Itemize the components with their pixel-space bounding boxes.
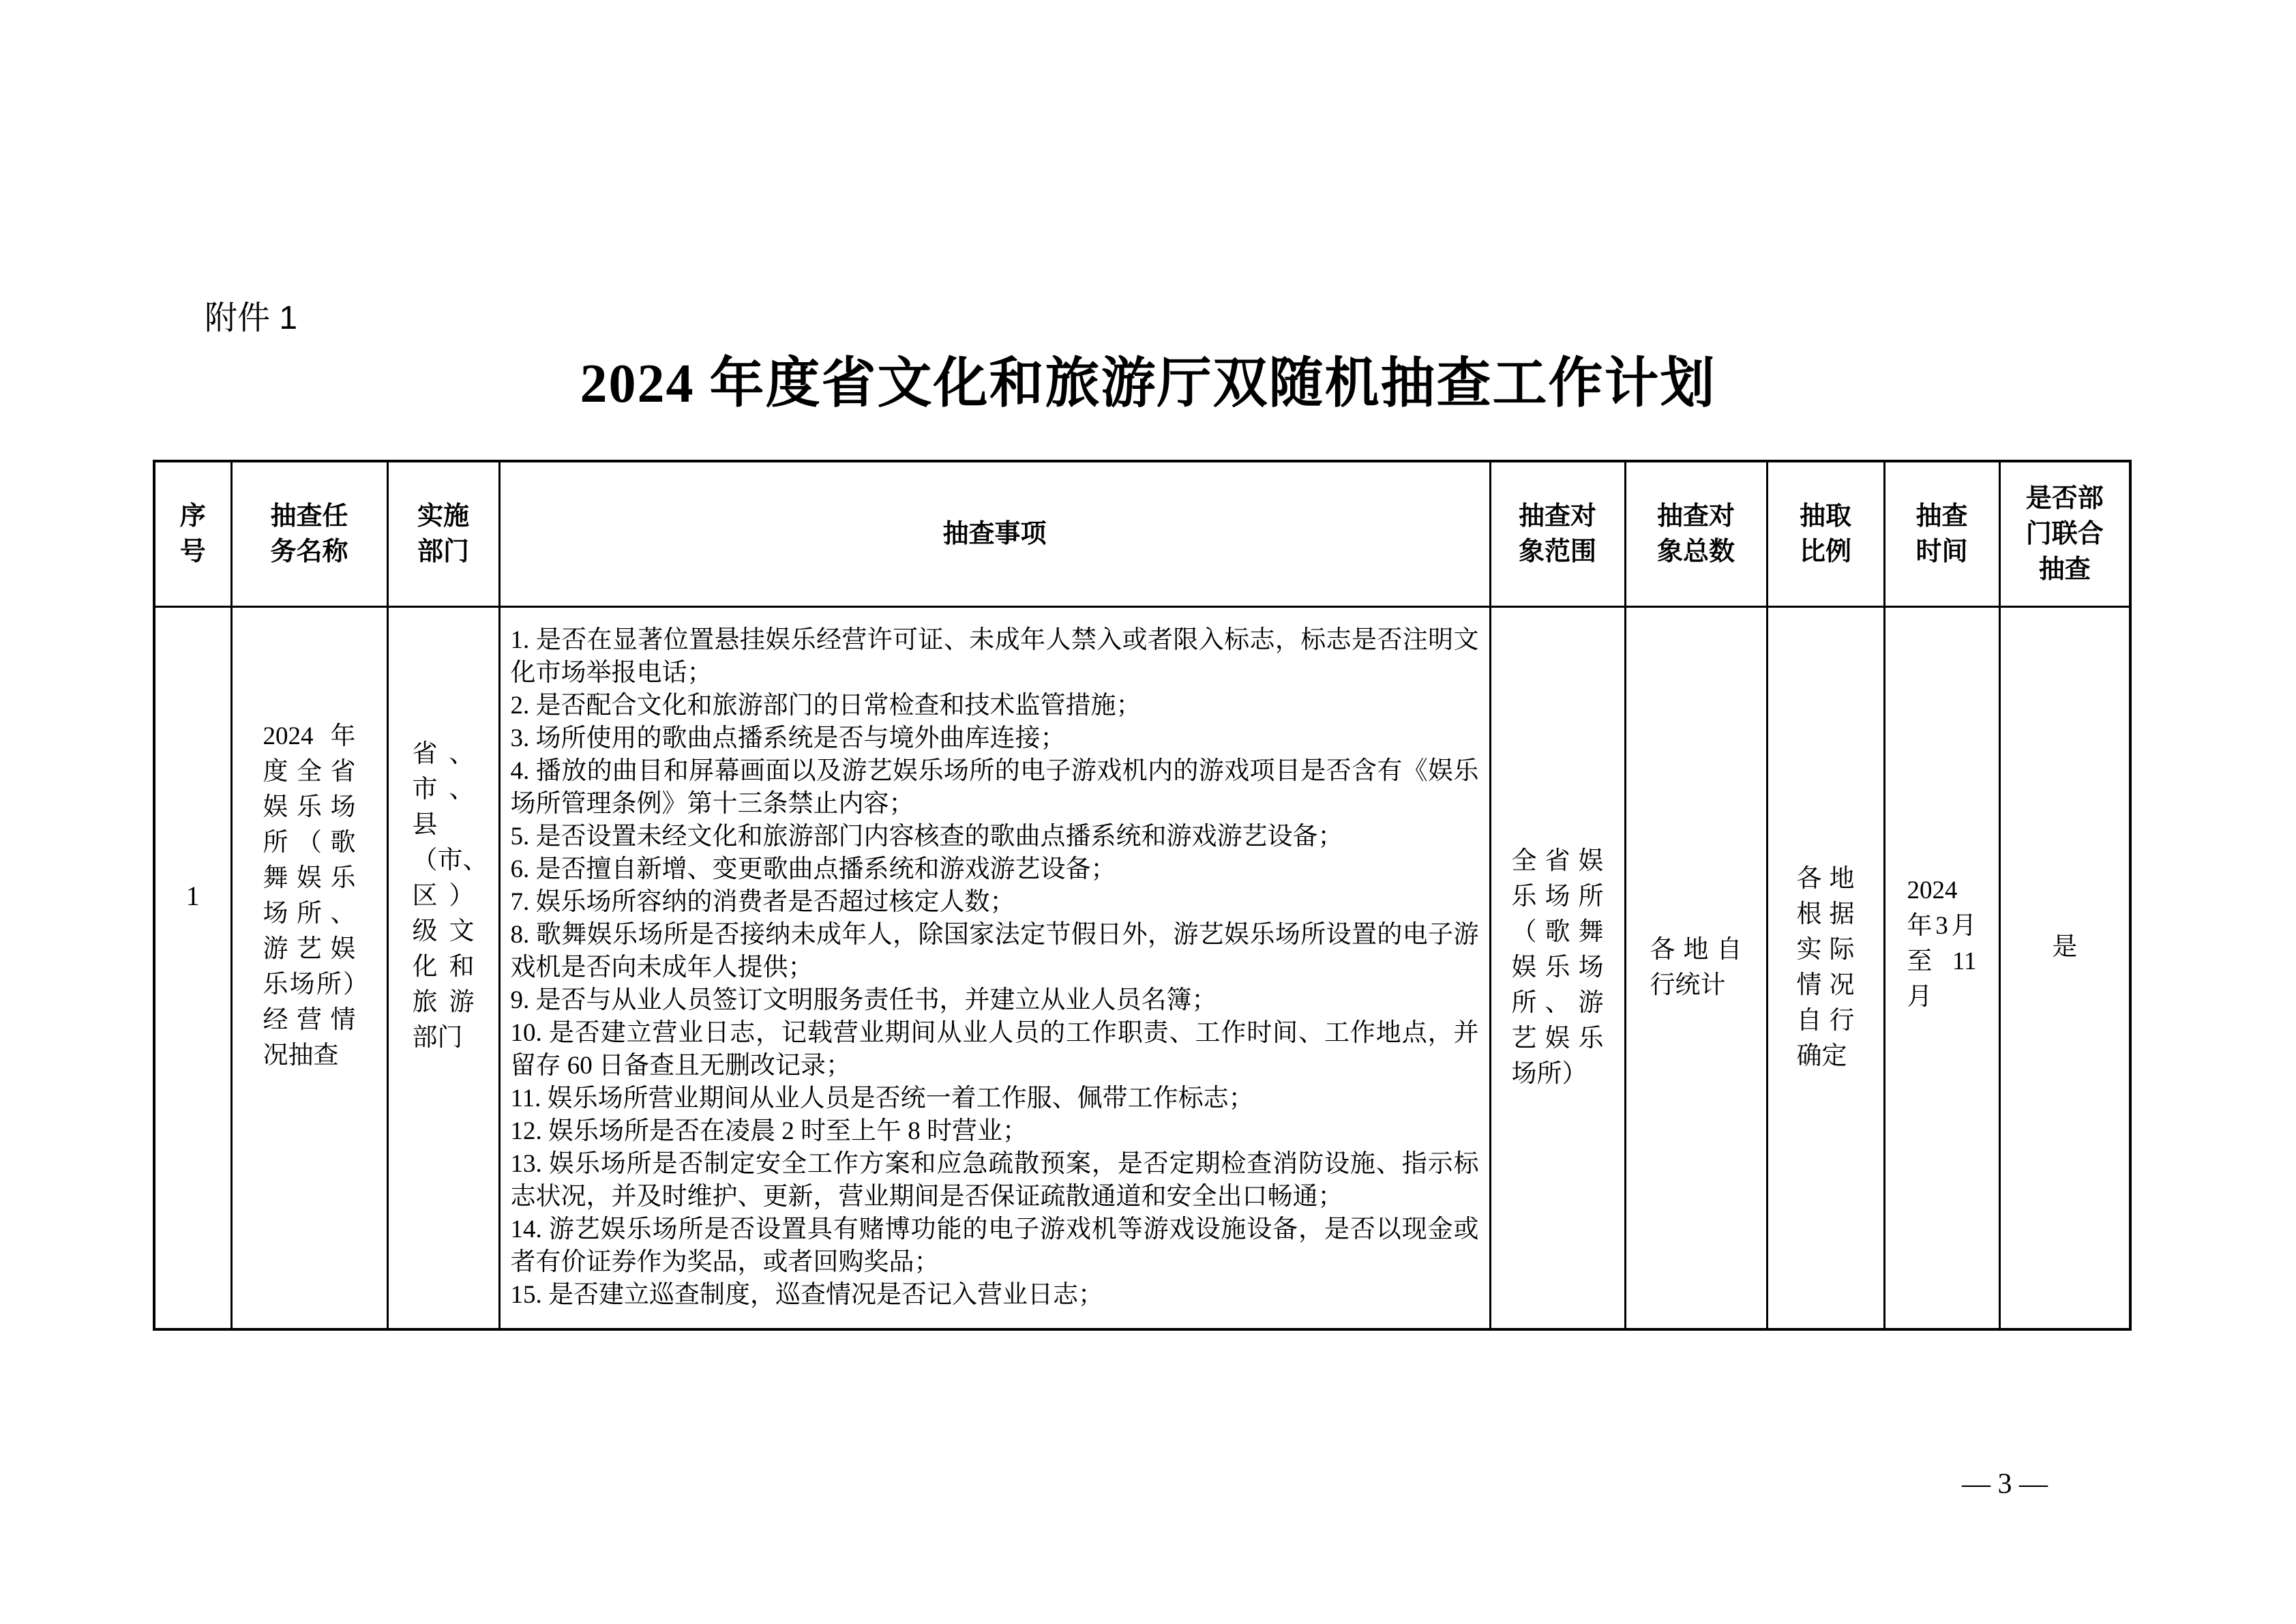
cell-target-scope: 全省娱乐场所（歌舞娱乐场所、游艺娱乐场所） bbox=[1490, 606, 1625, 1329]
inspection-item: 1. 是否在显著位置悬挂娱乐经营许可证、未成年人禁入或者限入标志，标志是否注明文化市场举报电话； bbox=[510, 625, 1479, 687]
inspection-item: 2. 是否配合文化和旅游部门的日常检查和技术监管措施； bbox=[510, 691, 1142, 720]
inspection-item: 15. 是否建立巡查制度，巡查情况是否记入营业日志； bbox=[510, 1280, 1103, 1309]
inspection-item: 10. 是否建立营业日志，记载营业期间从业人员的工作职责、工作时间、工作地点，并留存 60 日备查且无删改记录； bbox=[510, 1018, 1479, 1080]
cell-target-total: 各地自行统计 bbox=[1625, 606, 1767, 1329]
header-seq: 序号 bbox=[154, 461, 231, 606]
table-row bbox=[154, 606, 2130, 1329]
inspection-item: 5. 是否设置未经文化和旅游部门内容核查的歌曲点播系统和游戏游艺设备； bbox=[510, 822, 1343, 851]
header-items: 抽查事项 bbox=[499, 461, 1490, 606]
cell-inspection-items bbox=[499, 606, 1490, 1329]
inspection-item: 4. 播放的曲目和屏幕画面以及游艺娱乐场所的电子游戏机内的游戏项目是否含有《娱乐场所管理条例》第十三条禁止内容； bbox=[510, 756, 1479, 818]
cell-task-name: 2024 年度全省娱乐场所（歌舞娱乐场所、游艺娱乐场所）经营情况抽查 bbox=[231, 606, 387, 1329]
inspection-item: 11. 娱乐场所营业期间从业人员是否统一着工作服、佩带工作标志； bbox=[510, 1084, 1254, 1112]
cell-seq: 1 bbox=[154, 606, 231, 1329]
cell-department: 省、市、县（市、区）级文化和旅游部门 bbox=[387, 606, 499, 1329]
attachment-label: 附件 1 bbox=[205, 300, 298, 336]
header-task-name: 抽查任务名称 bbox=[231, 461, 387, 606]
inspection-item: 3. 场所使用的歌曲点播系统是否与境外曲库连接； bbox=[510, 724, 1066, 752]
header-target-scope: 抽查对象范围 bbox=[1490, 461, 1625, 606]
inspection-plan-table bbox=[153, 460, 2132, 1331]
cell-joint-inspection: 是 bbox=[1999, 606, 2130, 1329]
page-title: 2024 年度省文化和旅游厅双随机抽查工作计划 bbox=[580, 354, 1716, 414]
cell-inspection-time: 2024年3月至 11月 bbox=[1884, 606, 1999, 1329]
header-sampling-ratio: 抽取比例 bbox=[1767, 461, 1884, 606]
inspection-item: 9. 是否与从业人员签订文明服务责任书，并建立从业人员名簿； bbox=[510, 986, 1217, 1014]
inspection-item: 14. 游艺娱乐场所是否设置具有赌博功能的电子游戏机等游戏设施设备，是否以现金或者有价证券作为奖品，或者回购奖品； bbox=[510, 1215, 1479, 1276]
header-joint: 是否部门联合抽查 bbox=[1999, 461, 2130, 606]
inspection-items-list bbox=[511, 608, 1479, 1328]
inspection-item: 12. 娱乐场所是否在凌晨 2 时至上午 8 时营业； bbox=[510, 1117, 1028, 1145]
header-time: 抽查时间 bbox=[1884, 461, 1999, 606]
inspection-item: 8. 歌舞娱乐场所是否接纳未成年人，除国家法定节假日外，游艺娱乐场所设置的电子游戏机是否向未成年人提供； bbox=[510, 920, 1479, 981]
inspection-item: 6. 是否擅自新增、变更歌曲点播系统和游戏游艺设备； bbox=[510, 855, 1116, 883]
inspection-item: 7. 娱乐场所容纳的消费者是否超过核定人数； bbox=[510, 887, 1015, 916]
page-number: — 3 — bbox=[1962, 1468, 2048, 1500]
inspection-item: 13. 娱乐场所是否制定安全工作方案和应急疏散预案，是否定期检查消防设施、指示标志状况，并及时维护、更新，营业期间是否保证疏散通道和安全出口畅通； bbox=[510, 1149, 1479, 1211]
header-target-total: 抽查对象总数 bbox=[1625, 461, 1767, 606]
cell-sampling-ratio: 各地根据实际情况自行确定 bbox=[1767, 606, 1884, 1329]
header-department: 实施部门 bbox=[387, 461, 499, 606]
table-header-row bbox=[154, 461, 2130, 606]
